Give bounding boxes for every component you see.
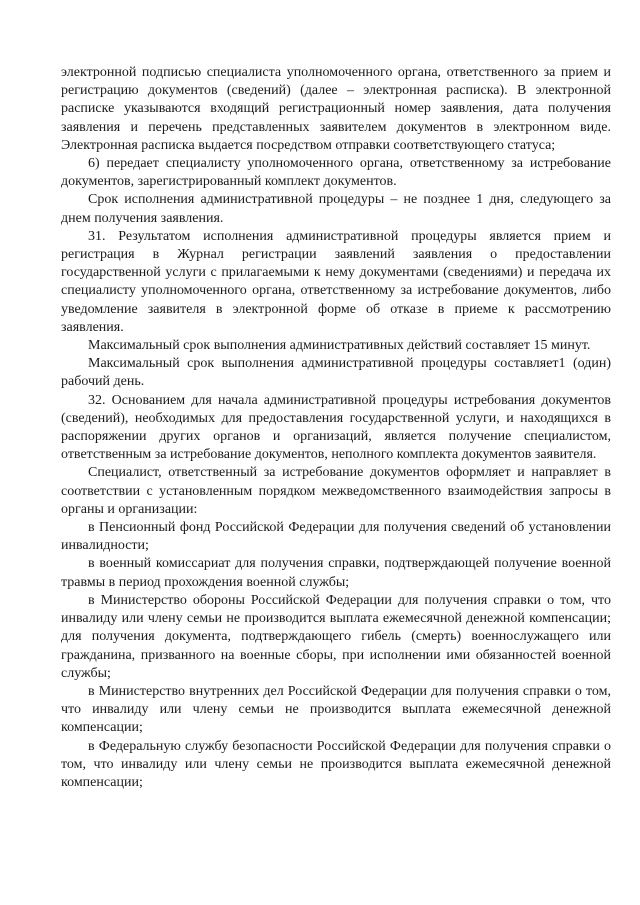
paragraph-11: в Министерство обороны Российской Федерации для получения справки о том, что инвалиду или члену семьи не производится выплата ежемесячной денежной компенсации; для получения документа, подтверждающего гибель (смерть) военнослужащего или гражданина, призванного на военные сборы, при исполнении ими обязанностей военной службы;: [61, 592, 611, 681]
paragraph-1: электронной подписью специалиста уполномоченного органа, ответственного за прием и регистрацию документов (сведений) (далее – электронная расписка). В электронной расписке указываются входящий регистрационный номер заявления, дата получения заявления и перечень представленных заявителем документов в электронном виде. Электронная расписка выдается посредством отправки соответствующего статуса;: [61, 65, 611, 153]
paragraph-12: в Министерство внутренних дел Российской Федерации для получения справки о том, что инвалиду или члену семьи не производится выплата ежемесячной денежной компенсации;: [61, 683, 611, 736]
paragraph-2: 6) передает специалисту уполномоченного органа, ответственному за истребование документов, зарегистрированный комплект документов.: [61, 156, 611, 190]
paragraph-4: 31. Результатом исполнения административной процедуры является прием и регистрация в Журнал регистрации заявлений заявления о предоставлении государственной услуги с прилагаемыми к нему документами (сведениями) и передача их специалисту уполномоченного органа, ответственному за истребование документов, либо уведомление заявителя в электронной форме об отказе в приеме к рассмотрению заявления.: [61, 228, 611, 335]
paragraph-13: в Федеральную службу безопасности Российской Федерации для получения справки о том, что инвалиду или члену семьи не производится выплата ежемесячной денежной компенсации;: [61, 738, 611, 790]
document-page: [61, 64, 611, 792]
paragraph-9: в Пенсионный фонд Российской Федерации для получения сведений об установлении инвалидности;: [61, 520, 611, 554]
paragraph-10: в военный комиссариат для получения справки, подтверждающей получение военной травмы в период прохождения военной службы;: [61, 556, 611, 590]
paragraph-7: 32. Основанием для начала административной процедуры истребования документов (сведений), необходимых для предоставления государственной услуги, и находящихся в распоряжении других органов и организаций, является получение специалистом, ответственным за истребование документов, неполного комплекта документов заявителя.: [61, 392, 611, 463]
paragraph-6: Максимальный срок выполнения административной процедуры составляет1 (один) рабочий день.: [61, 356, 611, 390]
paragraph-5: Максимальный срок выполнения административных действий составляет 15 минут.: [88, 338, 591, 354]
paragraph-8: Специалист, ответственный за истребование документов оформляет и направляет в соответствии с установленным порядком межведомственного взаимодействия запросы в органы и организации:: [61, 465, 611, 517]
paragraph-3: Срок исполнения административной процедуры – не позднее 1 дня, следующего за днем получения заявления.: [61, 192, 611, 226]
